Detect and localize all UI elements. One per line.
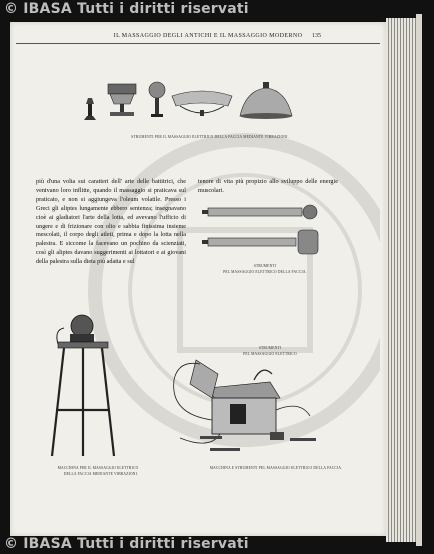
box-icon bbox=[190, 360, 280, 434]
rod-1-icon bbox=[202, 205, 317, 219]
caption-bottom: MACCHINA E STRUMENTI PEL MASSAGGIO ELETTRICO DELLA FACCIA. bbox=[209, 466, 343, 470]
caption-left-2: DELLA FACCIA MEDIANTE VIBRAZIONI. bbox=[63, 472, 139, 476]
running-header: IL MASSAGGIO DEGLI ANTICHI E IL MASSAGGIO MODERNO bbox=[113, 33, 303, 39]
caption-right-1: STRUMENTI bbox=[253, 264, 277, 268]
watermark-bottom: © IBASA Tutti i diritti riservati bbox=[4, 536, 249, 552]
caption-top: STRUMENTI PER IL MASSAGGIO ELETTRICO DELLA FACCIA MEDIANTE VIBRAZIONI. bbox=[131, 135, 289, 139]
motor-icon bbox=[57, 315, 94, 344]
header-rule bbox=[16, 43, 380, 44]
caption-left-1: MACCHINA PER IL MASSAGGIO ELETTRICO bbox=[57, 466, 139, 470]
caption-right-2: PEL MASSAGGIO ELETTRICO DELLA FACCIA. bbox=[223, 270, 307, 274]
body-text-right: tenore di vita più propizio allo sviluppo delle energie muscolari. bbox=[198, 178, 338, 194]
ball-icon bbox=[149, 82, 165, 117]
bell-icon bbox=[240, 82, 292, 119]
body-text-left: più d'una volta sui caratteri dell' arte delle battitrici, che venivano loro inflitte, quando il massaggio si praticava sul praticato, e non si aggiungeva l'oleum volatile. Presso i Greci gli aliptes lungamente ebbero sentenza; insegnavano cioè ai gladiatori l'arte della lotta, ed avevano l'ufficio di ungere e di frizionare con olio e sabbia finissima insieme mescolati, il corpo degli atleti, prima e dopo la lotta nella palestra. E siccome la facevano un pochino da scienziati, così gli aliptes davano suggerimenti ai lottatori e ai giovani della palestra sulla dieta più adatta e sul bbox=[36, 178, 186, 266]
instruments-illustration bbox=[80, 76, 300, 126]
page-number: 135 bbox=[312, 33, 321, 39]
watermark-top: © IBASA Tutti i diritti riservati bbox=[4, 1, 249, 17]
brush-icon bbox=[108, 84, 136, 116]
book-page-edges bbox=[386, 18, 416, 542]
electrodes-icon bbox=[200, 432, 316, 451]
box-machine-illustration bbox=[150, 340, 330, 460]
rods-illustration bbox=[198, 200, 328, 260]
book-cover-edge bbox=[416, 14, 422, 546]
comb-plate-icon bbox=[172, 91, 232, 116]
machine-stand-illustration bbox=[44, 310, 124, 460]
caption-right-3: STRUMENTI bbox=[258, 346, 282, 350]
caption-right-4: PEL MASSAGGIO ELETTRICO bbox=[243, 352, 297, 356]
stand-legs-icon bbox=[52, 348, 114, 456]
stand-top-icon bbox=[58, 342, 108, 348]
rod-2-icon bbox=[202, 230, 318, 254]
small-handle-icon bbox=[84, 98, 96, 120]
